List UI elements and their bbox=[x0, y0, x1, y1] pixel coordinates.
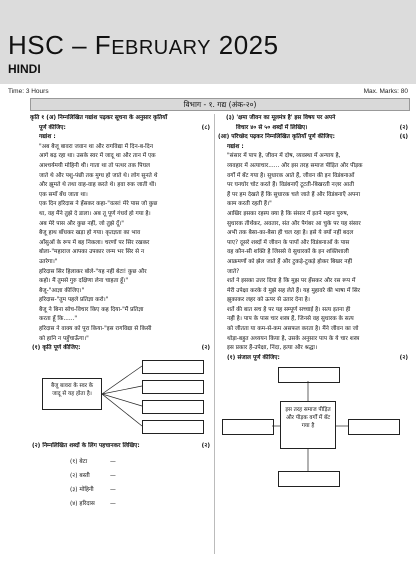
passage-line: शर्त ने इसका उत्तर दिया है कि मुझ पर हँसकर और रस रूप में bbox=[227, 278, 356, 285]
time-info: Time: 3 Hours bbox=[8, 88, 49, 95]
answer-box[interactable] bbox=[142, 380, 204, 394]
passage-line: जाते थे और पशु-पंछी तक मुग्ध हो जाते थे। लोग सुनते थे bbox=[39, 172, 158, 179]
passage-line: काम करती रहती हैं।" bbox=[227, 201, 272, 208]
activity-1-heading: (१) संजाल पूर्ण कीजिए: (२) bbox=[227, 354, 408, 361]
passage-line: और झूमते थे तथा वाह-वाह करते थे। हवा रुक जाती थी। bbox=[39, 182, 157, 189]
question-heading: कृति १ (अ) निम्नलिखित गद्यांश पढ़कर सूचना के अनुसार कृतियाँ bbox=[30, 115, 168, 121]
exam-title: HSC – FEBRUARY 2025 bbox=[8, 30, 279, 60]
connector-lines bbox=[218, 363, 408, 493]
passage-line: इस प्रकार हैं-उपेक्षा, निंदा, हत्या और श्रद्धा। bbox=[227, 345, 318, 352]
diagram-center-box: इस तरह समाज पीड़ित और पीड़क वर्गों में बँट गया है bbox=[280, 401, 336, 449]
passage-line: था, वह मैंने तुझे दे डाला। अब तू पूर्ण गंधर्व हो गया है। bbox=[39, 210, 151, 217]
passage-line: वह कौन-सी शक्ति है जिससे वे सुधारकों के इन शक्तिशाली bbox=[227, 249, 349, 256]
passage-line: एक दिन हरिदास ने हँसकर कहा-"वत्स! मेरे पास जो कुछ bbox=[39, 201, 158, 208]
marks-info: Max. Marks: 80 bbox=[363, 88, 408, 95]
passage-line: बैजू ने बिना सोच-विचार किए कह दिया-"मैं प्रतिज्ञा bbox=[39, 306, 144, 313]
word-item: (४) हरिदास — bbox=[70, 501, 116, 508]
passage-line: मेरी उपेक्षा करके वे मुझे सह लेते हैं। यह मुहावरे की भाषा में सिर bbox=[227, 287, 360, 294]
word-item: (१) बेटा — bbox=[70, 459, 116, 466]
passage-line: को हानि न पहुँचाऊँगा।" bbox=[39, 335, 89, 342]
passage-line: उतरेगा।" bbox=[39, 258, 58, 265]
passage-line: "अब बैजू बावरा जवान था और रागविद्या में दिन-ब-दिन bbox=[39, 143, 153, 150]
passage-line: आश्चर्यमयी मोहिनी थी। गाता था तो पत्थर तक पिघल bbox=[39, 162, 150, 169]
passage-label: गद्यांश : bbox=[227, 143, 244, 150]
activity-2-heading: (२) निम्नलिखित शब्दों के लिंग पहचानकर लिखिए: (२) bbox=[32, 442, 210, 449]
question-aa-heading: (आ) परिच्छेद पढ़कर निम्नलिखित कृतियाँ पूर्ण कीजिए: (६) bbox=[218, 134, 408, 141]
activity-1-heading: (१) कृति पूर्ण कीजिए: (२) bbox=[32, 345, 210, 352]
web-diagram-right bbox=[218, 363, 408, 493]
passage-line: एक समाँ बँध जाता था। bbox=[39, 191, 88, 198]
passage-line: हैं पर हम देखते हैं कि सुधारक चले जाते हैं और विडंबनाएँ अपना bbox=[227, 191, 360, 198]
answer-box[interactable] bbox=[142, 360, 204, 374]
passage-line: हरिदास ने वाक्य को पूरा किया-"इस रागविद्या से किसी bbox=[39, 326, 152, 333]
passage-line: शर्ते की बात सच है पर यह सम्पूर्ण सच्चाई है। सत्य इतना ही bbox=[227, 306, 351, 313]
answer-box[interactable] bbox=[142, 400, 204, 414]
passage-line: नहीं है। पाप के पास चार शस्त्र हैं, जिनसे वह सुधारक के सत्य bbox=[227, 316, 354, 323]
passage-line: जाते? bbox=[227, 268, 240, 275]
header-band bbox=[0, 0, 416, 84]
passage-line: पर घनघोर चोट करते हैं। विडंबनाएँ टूटती-बिखरती नज़र आती bbox=[227, 182, 355, 189]
question-3-heading: (३) 'क्षमा जीवन का मूलमंत्र है' इस विषय पर अपने bbox=[226, 115, 336, 121]
passage-line: बैजू-"आज्ञा कीजिए।" bbox=[39, 287, 85, 294]
passage-line: करता हूँ कि......" bbox=[39, 316, 78, 323]
subject-title: HINDI bbox=[8, 62, 41, 76]
passage-line: थोड़ा-बहुत अध्ययन किया है, उसके अनुसार पाप के ये चार शस्त्र bbox=[227, 335, 360, 342]
word-item: (३) मोहिनी — bbox=[70, 487, 116, 494]
passage-line: वर्गों में बँट गया है। सुधारक आते हैं, जीवन की इन विडंबनाओं bbox=[227, 172, 355, 179]
passage-line: बैजू हाथ बाँधकर खड़ा हो गया। कृतज्ञता का भाव bbox=[39, 230, 141, 237]
column-divider bbox=[214, 114, 215, 554]
passage-line: अभी तक बैसा-का-बैसा ही चल रहा है। इसे ये क्यों नहीं बदल bbox=[227, 230, 354, 237]
passage-line: व्यवहार में अत्याचार...... और इस तरह समाज पीड़ित और पीड़क bbox=[227, 162, 363, 169]
passage-line: हरिदास सिर हिलाकर बोले-"यह नहीं बेटा! कुछ और bbox=[39, 268, 147, 275]
word-list bbox=[70, 455, 210, 511]
passage-text bbox=[227, 152, 408, 353]
passage-line: को जीतता या कम-से-कम असफल करता है। मैंने जीवन का जो bbox=[227, 326, 359, 333]
passage-line: आगे बढ़ रहा था। उसके स्वर में जादू था और तान में एक bbox=[39, 153, 156, 160]
word-item: (२) बस्ती — bbox=[70, 473, 116, 480]
passage-line: सुधारक तीर्थंकर, अवतार, संत और पैगंबर आ चुके पर यह संसार bbox=[227, 220, 361, 227]
left-column bbox=[30, 114, 210, 511]
passage-line: आखिर इसका रहस्य क्या है कि संसार में इतने महान पुरुष, bbox=[227, 210, 349, 217]
passage-line: हरिदास-"तुम पहले प्रतिज्ञा करो।" bbox=[39, 297, 109, 304]
web-diagram-left bbox=[30, 354, 210, 442]
passage-line: झुकाकर लहर को ऊपर से उतार देना है। bbox=[227, 297, 310, 304]
passage-line: कहो। मैं तुमसे गुरु दक्षिणा लेना चाहता हूँ।" bbox=[39, 278, 129, 285]
diagram-center-box: बैजू बावरा के स्वर के जादू से यह होता है। bbox=[42, 378, 102, 410]
question-heading-2: पूर्ण कीजिए: (८) bbox=[39, 124, 210, 131]
connector-arrows bbox=[102, 354, 144, 442]
passage-line: पाए? दूसरे शब्दों में जीवन के पापों और विडंबनाओं के पास bbox=[227, 239, 350, 246]
passage-label: गद्यांश : bbox=[39, 134, 56, 141]
passage-text bbox=[39, 143, 210, 344]
answer-box[interactable] bbox=[142, 420, 204, 434]
passage-line: आक्रमणों को झेल जाते हैं और टुकड़े-टुकड़े होकर बिखर नहीं bbox=[227, 258, 353, 265]
passage-line: बोला-"महाराज आपका उपकार जन्म भर सिर से न bbox=[39, 249, 145, 256]
right-column bbox=[218, 114, 408, 493]
passage-line: "संसार में पाप है, जीवन में दोष, व्यवस्था में अन्याय है, bbox=[227, 153, 341, 160]
passage-line: अब मेरे पास और कुछ नहीं, जो तुझे दूँ।" bbox=[39, 220, 124, 227]
section-heading: विभाग - १. गद्य (अंक-२०) bbox=[30, 98, 410, 111]
passage-line: आँसुओं के रूप में बह निकला। चरणों पर सिर रखकर bbox=[39, 239, 150, 246]
question-3-heading-2: विचार ४० से ५० शब्दों में लिखिए। (२) bbox=[236, 124, 408, 131]
